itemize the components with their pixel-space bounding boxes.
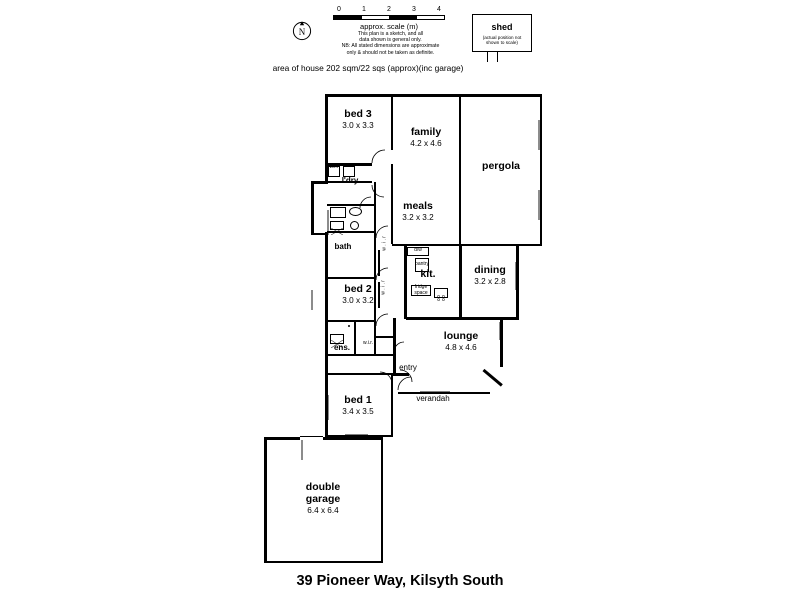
entry-label: entry bbox=[399, 363, 417, 372]
shed-sub-line-2: shown to scale) bbox=[486, 40, 518, 46]
robe-bed2b-label: w . i . r bbox=[380, 280, 387, 295]
laundry-label: l'dry bbox=[341, 176, 359, 185]
dining-label: dining 3.2 x 2.8 bbox=[474, 264, 506, 287]
scale-tick-0: 0 bbox=[337, 6, 341, 13]
garage-door-opening bbox=[300, 436, 323, 437]
garage-label: double garage 6.4 x 6.4 bbox=[305, 481, 341, 516]
scale-caption: approx. scale (m) bbox=[360, 22, 418, 31]
verandah-label: verandah bbox=[416, 394, 450, 403]
laundry-appliance-label: w.i.r bbox=[329, 164, 339, 170]
scale-blocks bbox=[333, 15, 445, 20]
north-arrow-icon bbox=[291, 20, 313, 42]
fridge-label: fridge space bbox=[414, 284, 428, 296]
note-line-2: data shown is general only. bbox=[359, 37, 422, 44]
pergola-label: pergola bbox=[482, 160, 520, 172]
svg-text:N: N bbox=[298, 27, 306, 37]
family-label: family 4.2 x 4.6 bbox=[410, 126, 442, 149]
shed-opening bbox=[487, 52, 498, 62]
note-line-1: This plan is a sketch, and all bbox=[357, 31, 424, 37]
lounge-label: lounge 4.8 x 4.6 bbox=[443, 330, 479, 353]
kitchen-label: kit. bbox=[420, 268, 436, 280]
dishwasher-label: d/w bbox=[414, 247, 422, 253]
meals-label: meals 3.2 x 3.2 bbox=[402, 200, 434, 223]
scale-tick-2: 2 bbox=[387, 6, 391, 13]
note-line-3: NB: All stated dimensions are approximate bbox=[341, 43, 440, 50]
robe-bed2-label: w . i . r bbox=[381, 236, 388, 251]
shed-outline bbox=[472, 14, 532, 52]
wir-label: w.i.r. bbox=[362, 340, 373, 346]
scale-tick-1: 1 bbox=[362, 6, 366, 13]
pantry-label: pantry bbox=[415, 261, 429, 267]
disclaimer-notes bbox=[318, 31, 463, 56]
scale-tick-labels bbox=[333, 6, 445, 15]
shed-label: shed bbox=[491, 22, 513, 32]
ens-label: ens. bbox=[333, 343, 350, 352]
page-title: 39 Pioneer Way, Kilsyth South bbox=[296, 573, 504, 589]
bed2-label: bed 2 3.0 x 3.2 bbox=[342, 283, 374, 306]
note-line-4: only & should not be taken as definite. bbox=[346, 49, 435, 56]
shed-sub-line-1: (actual position not bbox=[482, 35, 522, 40]
area-note: area of house 202 sqm/22 sqs (approx)(inc garage) bbox=[272, 63, 464, 73]
scale-bar bbox=[333, 6, 445, 31]
bath-label: bath bbox=[334, 242, 352, 251]
bed1-label: bed 1 3.4 x 3.5 bbox=[342, 394, 374, 417]
scale-tick-4: 4 bbox=[437, 6, 441, 13]
shed-sublabel bbox=[472, 35, 532, 46]
scale-tick-3: 3 bbox=[412, 6, 416, 13]
bed3-label: bed 3 3.0 x 3.3 bbox=[342, 108, 374, 131]
